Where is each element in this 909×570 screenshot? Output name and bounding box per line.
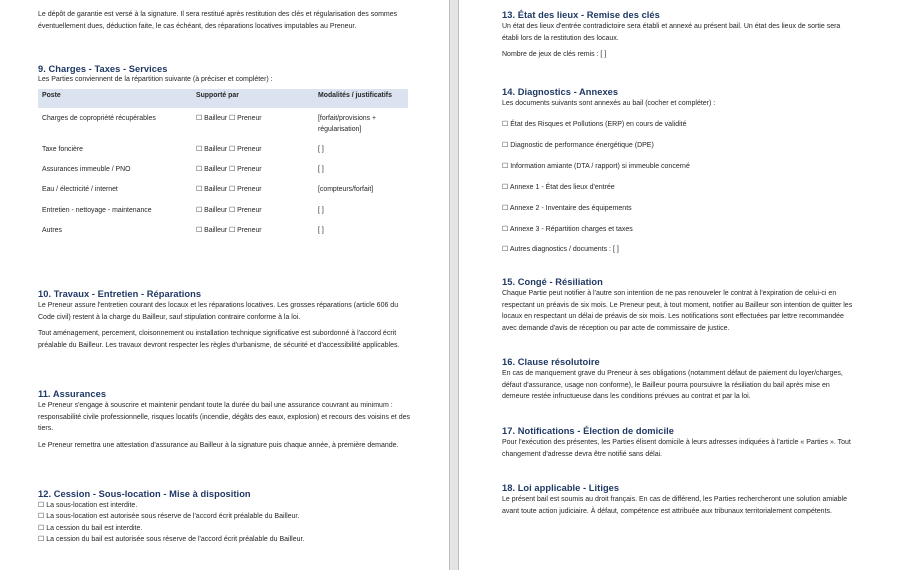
section-9-intro: Les Parties conviennent de la répartition suivante (à préciser et compléter) : <box>38 76 273 83</box>
cell-poste: Eau / électricité / internet <box>42 186 118 194</box>
annex-item-erp[interactable]: ☐ État des Risques et Pollutions (ERP) en cours de validité <box>502 121 687 129</box>
section-14-intro: Les documents suivants sont annexés au bail (cocher et compléter) : <box>502 100 716 107</box>
section-15-title: 15. Congé - Résiliation <box>502 277 603 287</box>
sublet-option-forbidden[interactable]: ☐ La sous-location est interdite. <box>38 502 138 509</box>
section-12 <box>38 488 410 546</box>
section-12-title: 12. Cession - Sous-location - Mise à disposition <box>38 489 251 499</box>
deposit-paragraph-block <box>38 9 410 32</box>
section-10-paragraph-1: Le Preneur assure l'entretien courant des locaux et les réparations locatives. Les grosses réparations (article 606 du Code civil) restent à la charge du Bailleur, sauf stipulation contraire conforme à la loi. <box>38 302 399 321</box>
cell-poste: Taxe foncière <box>42 146 83 153</box>
section-18 <box>502 482 854 517</box>
section-10-paragraph-2: Tout aménagement, percement, cloisonnement ou installation technique significative est subordonné à l'accord écrit préalable du Bailleur. Les travaux devront respecter les règles d'urbanisme, de sécurité et d'accessibilité applicables. <box>38 330 400 349</box>
section-13 <box>502 9 854 61</box>
table-row <box>38 220 408 240</box>
section-13-paragraph-1: Un état des lieux d'entrée contradictoire sera établi et annexé au présent bail. Un état des lieux de sortie sera établi lors de la restitution des locaux. <box>502 23 841 42</box>
cell-modalites: [ ] <box>318 146 324 153</box>
section-16-title: 16. Clause résolutoire <box>502 357 600 367</box>
cell-supporte-checkboxes[interactable]: ☐ Bailleur ☐ Preneur <box>196 186 262 194</box>
section-17-title: 17. Notifications - Élection de domicile <box>502 426 674 436</box>
table-row <box>38 139 408 159</box>
cell-modalites: [forfait/provisions + régularisation] <box>318 114 377 133</box>
table-row <box>38 108 408 139</box>
table-row <box>38 200 408 220</box>
section-14-title: 14. Diagnostics - Annexes <box>502 87 619 97</box>
cell-modalites: [ ] <box>318 166 324 174</box>
sublet-option-authorized[interactable]: ☐ La sous-location est autorisée sous réserve de l'accord écrit préalable du Bailleur. <box>38 513 300 521</box>
section-18-paragraph: Le présent bail est soumis au droit français. En cas de différend, les Parties rechercheront une solution amiable avant toute action judiciaire. À défaut, compétence est attribuée aux tribunaux territorialement compétents. <box>502 496 848 515</box>
section-15-paragraph: Chaque Partie peut notifier à l'autre son intention de ne pas renouveler le contrat à l'expiration de celui-ci en respectant un préavis de six mois. Le Preneur peut, à tout moment, notifier au Bailleur son intention de quitter les locaux en respectant un délai de préavis de six mois. Les notifications sont effectuées par lettre recommandée avec demande d'avis de réception ou par acte de commissaire de justice. <box>502 290 853 332</box>
annex-item-dpe[interactable]: ☐ Diagnostic de performance énergétique (DPE) <box>502 141 654 149</box>
cell-supporte-checkboxes[interactable]: ☐ Bailleur ☐ Preneur <box>196 114 262 122</box>
table-header-row <box>38 89 408 108</box>
charges-table <box>38 89 408 240</box>
section-16-paragraph: En cas de manquement grave du Preneur à ses obligations (notamment défaut de paiement du loyer/charges, défaut d'assurance, usage non conforme), le Bailleur pourra poursuivre la résiliation du bail après mise en demeure restée infructueuse dans les conditions prévues au contrat et par la loi. <box>502 370 843 401</box>
section-18-title: 18. Loi applicable - Litiges <box>502 483 620 493</box>
section-11-paragraph-2: Le Preneur remettra une attestation d'assurance au Bailleur à la signature puis chaque année, à première demande. <box>38 441 399 449</box>
section-11 <box>38 388 410 451</box>
annex-item-1[interactable]: ☐ Annexe 1 - État des lieux d'entrée <box>502 183 615 191</box>
section-17-paragraph: Pour l'exécution des présentes, les Parties élisent domicile à leurs adresses indiquées à l'article « Parties ». Tout changement d'adresse devra être notifié sans délai. <box>502 439 851 458</box>
annex-item-amiante[interactable]: ☐ Information amiante (DTA / rapport) si immeuble concerné <box>502 162 690 170</box>
keys-count-line: Nombre de jeux de clés remis : [ ] <box>502 51 607 59</box>
assignment-option-authorized[interactable]: ☐ La cession du bail est autorisée sous réserve de l'accord écrit préalable du Bailleur. <box>38 536 305 544</box>
document-page-left <box>0 0 449 570</box>
cell-modalites: [ ] <box>318 206 324 214</box>
section-11-title: 11. Assurances <box>38 389 107 399</box>
cell-poste: Assurances immeuble / PNO <box>42 166 131 174</box>
section-9 <box>38 63 410 240</box>
section-9-title: 9. Charges - Taxes - Services <box>38 64 168 74</box>
section-14 <box>502 86 854 256</box>
cell-supporte-checkboxes[interactable]: ☐ Bailleur ☐ Preneur <box>196 146 262 153</box>
section-15 <box>502 276 854 334</box>
cell-supporte-checkboxes[interactable]: ☐ Bailleur ☐ Preneur <box>196 166 262 174</box>
table-header-supporte: Supporté par <box>192 89 314 108</box>
section-17 <box>502 425 854 460</box>
annex-item-other[interactable]: ☐ Autres diagnostics / documents : [ ] <box>502 246 619 254</box>
cell-poste: Entretien - nettoyage - maintenance <box>42 206 152 214</box>
table-row <box>38 179 408 199</box>
section-16 <box>502 356 854 403</box>
cell-modalites: [ ] <box>318 226 324 234</box>
cell-supporte-checkboxes[interactable]: ☐ Bailleur ☐ Preneur <box>196 226 262 234</box>
deposit-paragraph: Le dépôt de garantie est versé à la signature. Il sera restitué après restitution des clés et régularisation des sommes éventuellement dues, déduction faite, le cas échéant, des réparations locatives imputables au Preneur. <box>38 11 398 30</box>
assignment-option-forbidden[interactable]: ☐ La cession du bail est interdite. <box>38 524 143 532</box>
section-10-title: 10. Travaux - Entretien - Réparations <box>38 289 202 299</box>
annex-item-2[interactable]: ☐ Annexe 2 - Inventaire des équipements <box>502 204 632 212</box>
section-10 <box>38 288 410 351</box>
section-13-title: 13. État des lieux - Remise des clés <box>502 10 660 20</box>
cell-poste: Autres <box>42 226 62 234</box>
document-page-right <box>460 0 909 570</box>
page-gutter <box>449 0 459 570</box>
cell-supporte-checkboxes[interactable]: ☐ Bailleur ☐ Preneur <box>196 206 262 214</box>
table-header-poste: Poste <box>38 89 192 108</box>
section-11-paragraph-1: Le Preneur s'engage à souscrire et maintenir pendant toute la durée du bail une assurance couvrant au minimum : responsabilité civile professionnelle, risques locatifs (incendie, dégâts des eaux, explosion) et recours des voisins et des tiers. <box>38 402 410 433</box>
table-header-modalites: Modalités / justificatifs <box>314 89 408 108</box>
annex-item-3[interactable]: ☐ Annexe 3 - Répartition charges et taxes <box>502 225 633 233</box>
table-row <box>38 159 408 179</box>
cell-poste: Charges de copropriété récupérables <box>42 114 156 122</box>
cell-modalites: [compteurs/forfait] <box>318 186 374 194</box>
